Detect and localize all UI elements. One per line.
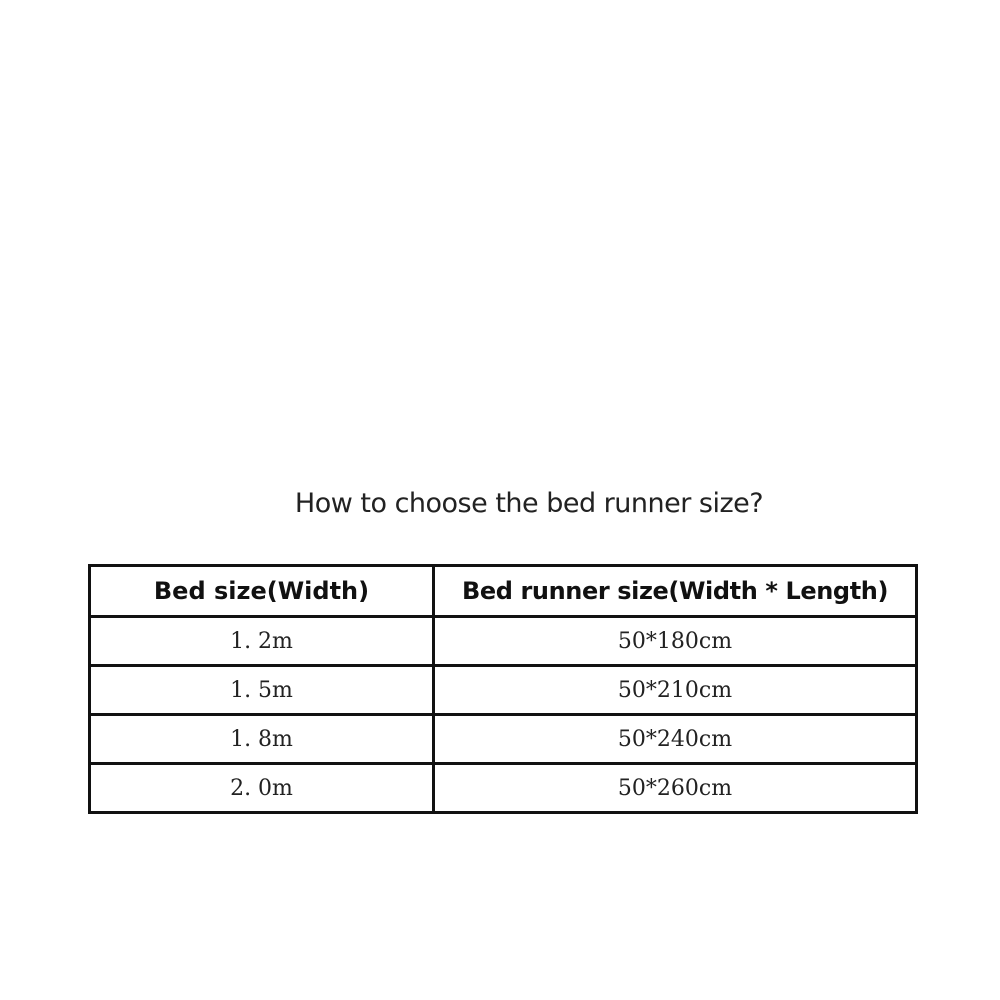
bed-size-cell: 1. 5m	[90, 666, 434, 715]
table-row	[90, 764, 917, 813]
size-table	[88, 564, 918, 814]
runner-size-cell: 50*210cm	[434, 666, 917, 715]
runner-size-cell: 50*240cm	[434, 715, 917, 764]
runner-size-cell: 50*260cm	[434, 764, 917, 813]
bed-size-cell: 1. 8m	[90, 715, 434, 764]
table-row	[90, 617, 917, 666]
table-row	[90, 666, 917, 715]
runner-size-cell: 50*180cm	[434, 617, 917, 666]
header-bed-size: Bed size(Width)	[90, 566, 434, 617]
header-bed-runner-size: Bed runner size(Width * Length)	[434, 566, 917, 617]
bed-size-cell: 1. 2m	[90, 617, 434, 666]
table-header-row	[90, 566, 917, 617]
table-row	[90, 715, 917, 764]
bed-size-cell: 2. 0m	[90, 764, 434, 813]
page-title: How to choose the bed runner size?	[294, 488, 764, 519]
